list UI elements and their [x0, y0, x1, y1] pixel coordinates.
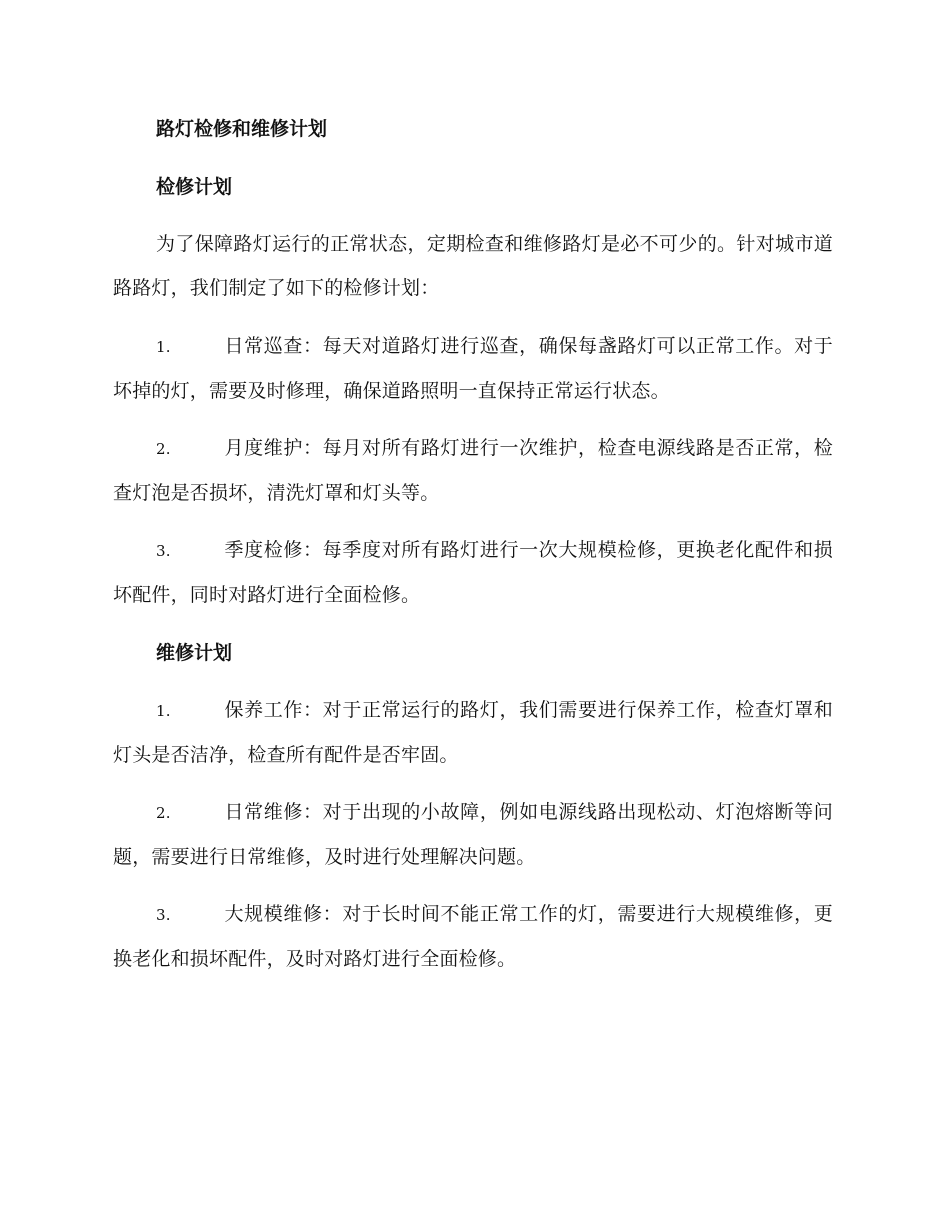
inspection-intro-paragraph: 为了保障路灯运行的正常状态，定期检查和维修路灯是必不可少的。针对城市道路路灯，我们制定了如下的检修计划：	[113, 233, 833, 299]
inspection-list-item	[113, 528, 833, 617]
repair-list-item	[113, 790, 833, 879]
inspection-list-item	[113, 324, 833, 413]
section-heading-repair: 维修计划	[156, 642, 233, 664]
list-item-number: 1.	[156, 702, 171, 720]
list-item-text: 保养工作：对于正常运行的路灯，我们需要进行保养工作，检查灯罩和灯头是否洁净，检查所有配件是否牢固。	[113, 699, 833, 766]
document-title: 路灯检修和维修计划	[156, 118, 328, 140]
list-item-text: 日常巡查：每天对道路灯进行巡查，确保每盏路灯可以正常工作。对于坏掉的灯，需要及时修理，确保道路照明一直保持正常运行状态。	[113, 335, 833, 402]
repair-list-item	[113, 688, 833, 777]
list-item-number: 2.	[156, 440, 171, 458]
list-item-text: 大规模维修：对于长时间不能正常工作的灯，需要进行大规模维修，更换老化和损坏配件，及时对路灯进行全面检修。	[113, 903, 833, 970]
list-item-text: 月度维护：每月对所有路灯进行一次维护，检查电源线路是否正常，检查灯泡是否损坏，清洗灯罩和灯头等。	[113, 437, 833, 504]
inspection-list-item	[113, 426, 833, 515]
list-item-text: 季度检修：每季度对所有路灯进行一次大规模检修，更换老化配件和损坏配件，同时对路灯进行全面检修。	[113, 539, 833, 606]
list-item-number: 3.	[156, 906, 171, 924]
list-item-number: 1.	[156, 338, 171, 356]
list-item-number: 2.	[156, 804, 171, 822]
repair-list-item	[113, 892, 833, 981]
section-heading-inspection: 检修计划	[156, 176, 233, 198]
list-item-text: 日常维修：对于出现的小故障，例如电源线路出现松动、灯泡熔断等问题，需要进行日常维修，及时进行处理解决问题。	[113, 801, 833, 868]
list-item-number: 3.	[156, 542, 171, 560]
